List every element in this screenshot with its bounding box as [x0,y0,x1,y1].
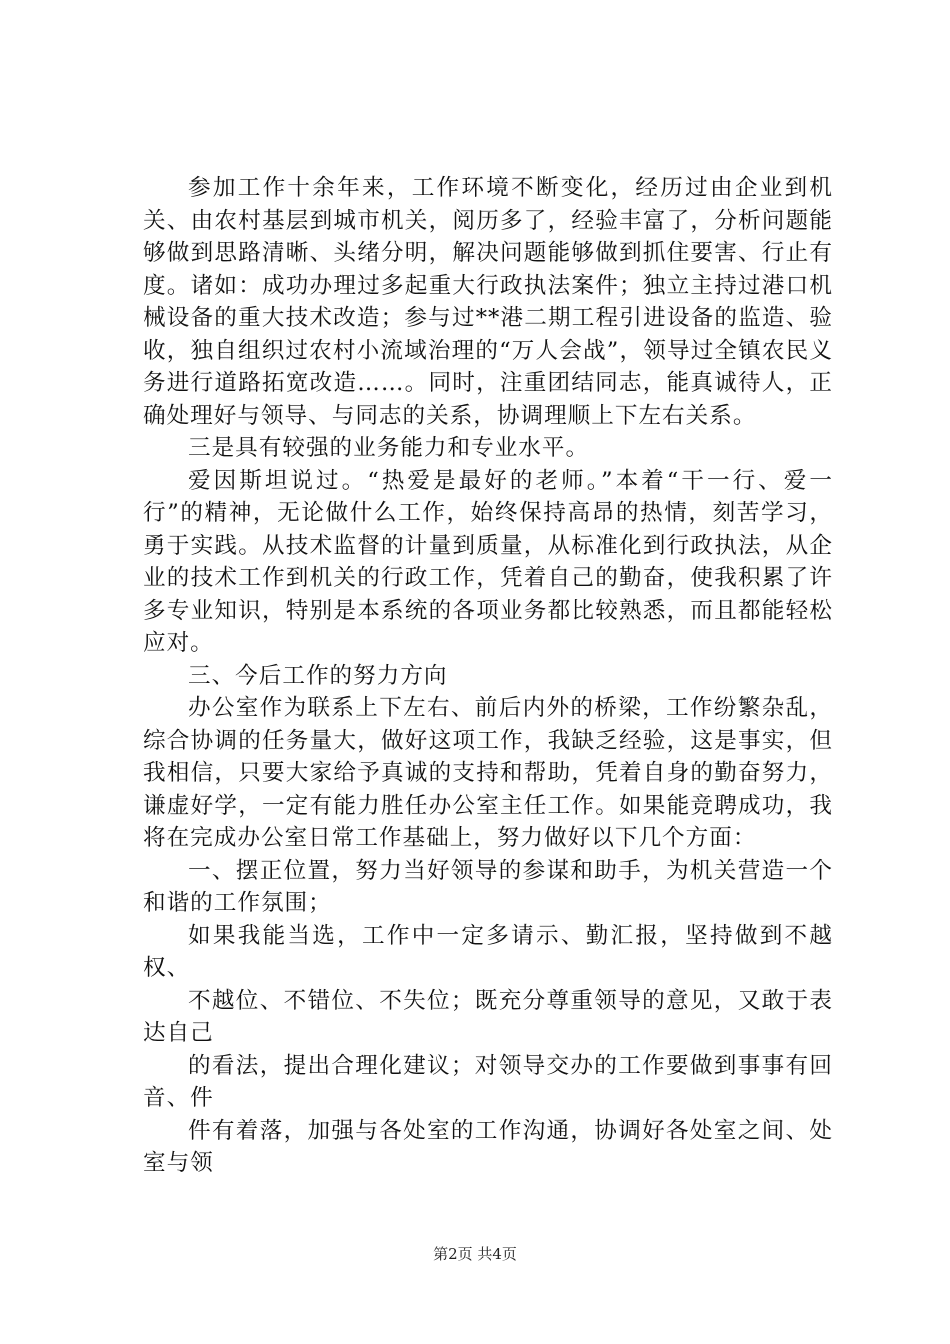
paragraph: 三是具有较强的业务能力和专业水平。 [188,435,590,461]
paragraph: 件有着落，加强与各处室的工作沟通，协调好各处室之间、处室与领 [143,1117,833,1176]
section-heading: 三、今后工作的努力方向 [188,662,448,689]
paragraph: 如果我能当选，工作中一定多请示、勤汇报，坚持做到不越权、 [143,922,833,981]
paragraph: 爱因斯坦说过。“热爱是最好的老师。”本着“干一行、爱一行”的精神，无论做什么工作，始终保持高昂的热情，刻苦学习，勇于实践。从技术监督的计量到质量，从标准化到行政执法，从企业的技术工作到机关的行政工作，凭着自己的勤奋，使我积累了许多专业知识，特别是本系统的各项业务都比较熟悉，而且都能轻松应对。 [143,467,833,656]
paragraph: 的看法，提出合理化建议；对领导交办的工作要做到事事有回音、件 [143,1052,833,1111]
document-body [143,172,833,1180]
paragraph: 一、摆正位置，努力当好领导的参谋和助手，为机关营造一个和谐的工作氛围； [143,857,833,916]
paragraph: 办公室作为联系上下左右、前后内外的桥梁，工作纷繁杂乱，综合协调的任务量大，做好这项工作，我缺乏经验，这是事实，但我相信，只要大家给予真诚的支持和帮助，凭着自身的勤奋努力，谦虚好学，一定有能力胜任办公室主任工作。如果能竞聘成功，我将在完成办公室日常工作基础上，努力做好以下几个方面： [143,695,833,851]
paragraph: 参加工作十余年来，工作环境不断变化，经历过由企业到机关、由农村基层到城市机关，阅历多了，经验丰富了，分析问题能够做到思路清晰、头绪分明，解决问题能够做到抓住要害、行止有度。诸如：成功办理过多起重大行政执法案件；独立主持过港口机械设备的重大技术改造；参与过**港二期工程引进设备的监造、验收，独自组织过农村小流域治理的“万人会战”，领导过全镇农民义务进行道路拓宽改造……。同时，注重团结同志，能真诚待人，正确处理好与领导、与同志的关系，协调理顺上下左右关系。 [143,175,833,429]
paragraph: 不越位、不错位、不失位；既充分尊重领导的意见，又敢于表达自己 [143,987,833,1046]
page-number-footer: 第2页 共4页 [433,1245,517,1263]
